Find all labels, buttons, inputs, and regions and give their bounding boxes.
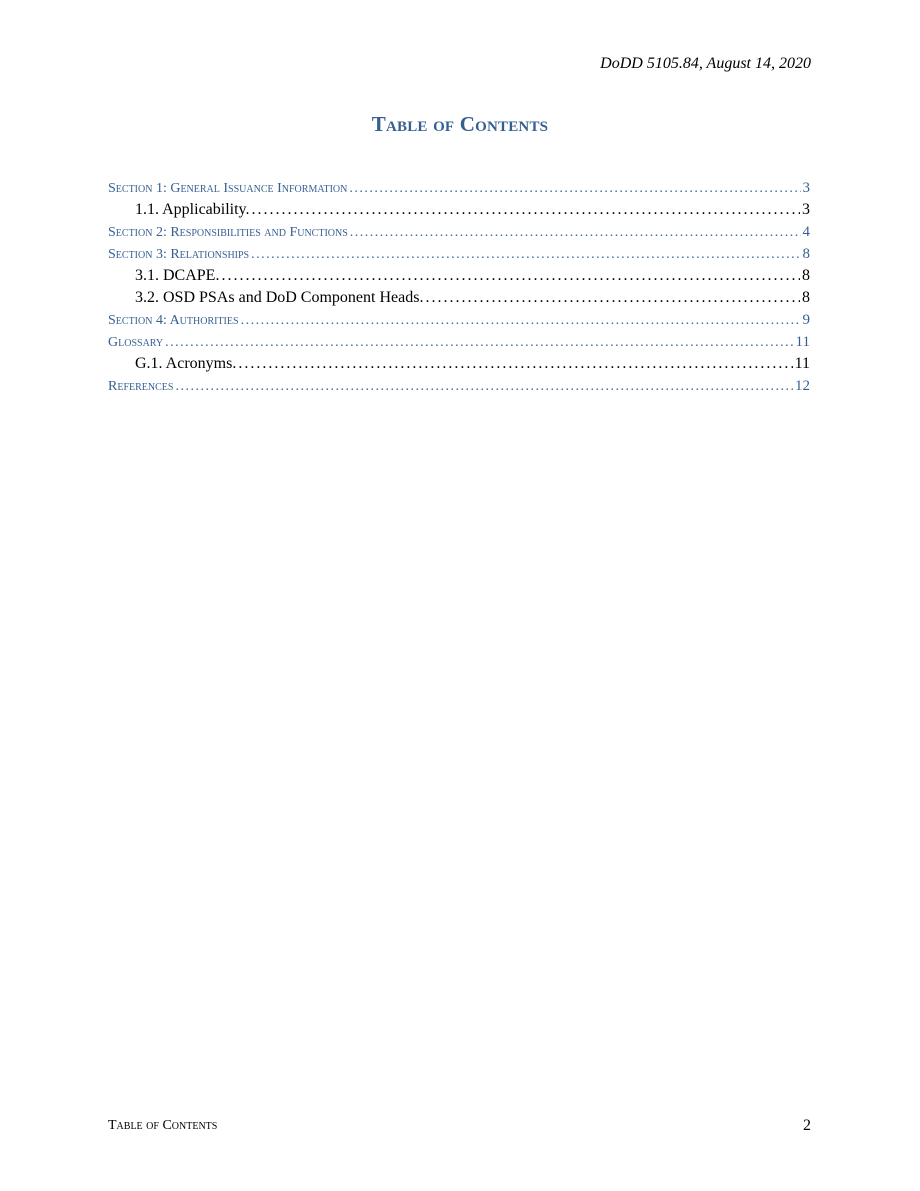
dot-leader xyxy=(175,376,793,397)
toc-entry-label: 3.1. DCAPE. xyxy=(135,267,220,284)
toc-entry-page: 11 xyxy=(795,334,810,350)
dot-leader xyxy=(251,244,800,265)
toc-entry-label: Section 4: Authorities xyxy=(108,313,239,328)
toc-entry-label: Section 3: Relationships xyxy=(108,247,250,262)
toc-entry-1-1[interactable] xyxy=(108,199,810,221)
toc-entry-label: Glossary xyxy=(108,335,164,350)
toc-entry-page: 8 xyxy=(802,246,810,262)
toc-entry-page: 4 xyxy=(802,224,810,240)
table-of-contents xyxy=(108,177,810,397)
toc-entry-label: 3.2. OSD PSAs and DoD Component Heads. xyxy=(135,289,424,306)
toc-entry-3-1[interactable] xyxy=(108,265,810,287)
toc-entry-page: 9 xyxy=(802,312,810,328)
toc-entry-section-4[interactable] xyxy=(108,309,810,331)
footer-page-number: 2 xyxy=(803,1117,811,1134)
toc-entry-section-3[interactable] xyxy=(108,243,810,265)
document-header: DoDD 5105.84, August 14, 2020 xyxy=(600,55,811,72)
dot-leader xyxy=(221,265,800,287)
toc-entry-g-1[interactable] xyxy=(108,353,810,375)
footer-section-name: Table of Contents xyxy=(108,1118,218,1133)
toc-entry-label: References xyxy=(108,379,174,394)
page-title: Table of Contents xyxy=(371,112,549,136)
toc-entry-page: 3 xyxy=(802,201,810,218)
toc-entry-label: G.1. Acronyms. xyxy=(135,355,237,372)
dot-leader xyxy=(425,287,800,309)
toc-entry-label: 1.1. Applicability. xyxy=(135,201,250,218)
dot-leader xyxy=(252,199,800,221)
dot-leader xyxy=(350,222,801,243)
toc-entry-page: 12 xyxy=(795,378,810,394)
dot-leader xyxy=(238,353,792,375)
toc-entry-page: 8 xyxy=(802,267,810,284)
toc-entry-label: Section 2: Responsibilities and Functions xyxy=(108,225,348,240)
toc-entry-section-1[interactable] xyxy=(108,177,810,199)
dot-leader xyxy=(349,178,800,199)
toc-entry-page: 8 xyxy=(802,289,810,306)
toc-entry-section-2[interactable] xyxy=(108,221,810,243)
toc-entry-page: 11 xyxy=(794,355,810,372)
toc-entry-references[interactable] xyxy=(108,375,810,397)
dot-leader xyxy=(165,332,793,353)
toc-entry-page: 3 xyxy=(802,180,810,196)
dot-leader xyxy=(241,310,801,331)
toc-entry-3-2[interactable] xyxy=(108,287,810,309)
toc-entry-label: Section 1: General Issuance Information xyxy=(108,181,348,196)
toc-entry-glossary[interactable] xyxy=(108,331,810,353)
